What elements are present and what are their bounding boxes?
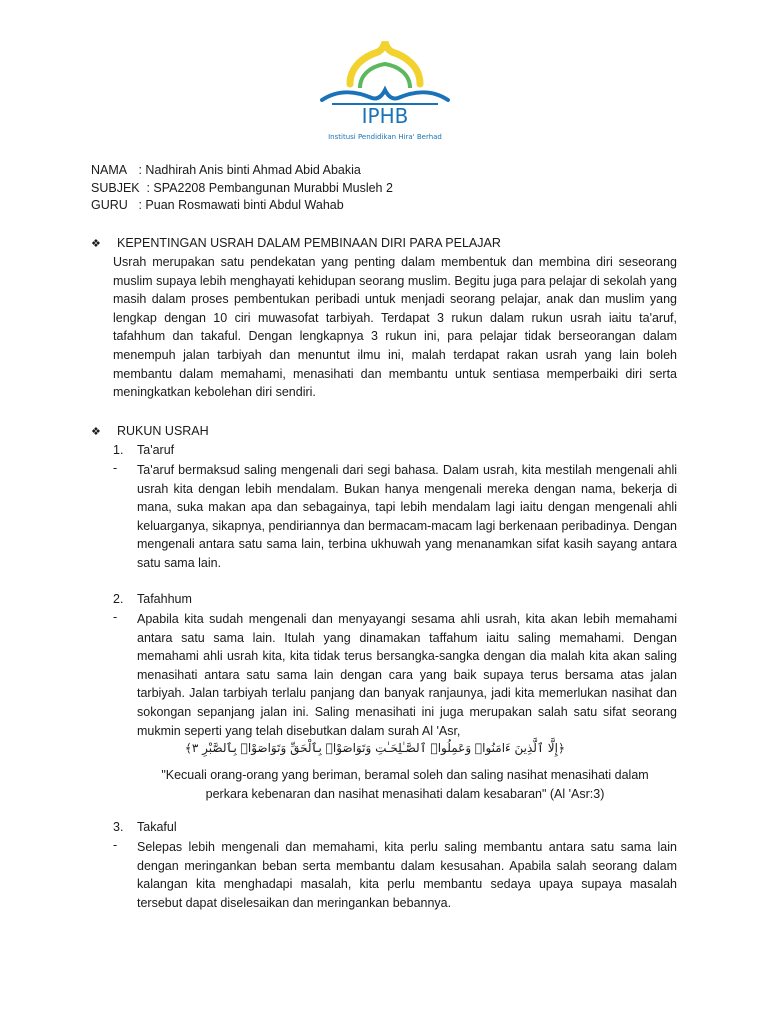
info-row-guru	[91, 197, 393, 215]
kepentingan-paragraph: Usrah merupakan satu pendekatan yang penting dalam membentuk dan membina diri seseorang muslim supaya lebih menghayati kehidupan seorang muslim. Begitu juga para pelajar di sekolah yang masih dalam proses pembentukan peribadi untuk menjadi seorang pelajar, anak dan muslim yang lengkap dengan 10 ciri muwasofat tarbiyah. Terdapat 3 rukun dalam rukun usrah iaitu ta'aruf, tafahhum dan takaful. Dengan lengkapnya 3 rukun ini, para pelajar tidak berseorangan dalam menempuh jalan tarbiyah dan menuntut ilmu ini, malah terdapat rakan usrah yang lain boleh membantu dalam memahami, menasihati dan membantu untuk sentiasa memperbaiki diri serta meningkatkan kebolehan diri sendiri.	[113, 255, 677, 400]
logo-subtitle: Institusi Pendidikan Hira' Berhad	[328, 133, 442, 141]
item-number: 3.	[113, 820, 124, 834]
section-heading-kepentingan	[91, 236, 501, 250]
heading-text: KEPENTINGAN USRAH DALAM PEMBINAAN DIRI PARA PELAJAR	[117, 236, 501, 250]
logo-wordmark: IPHB	[361, 104, 409, 128]
rukun-item-title	[113, 592, 192, 606]
subjek-label: SUBJEK	[91, 180, 140, 195]
item-number: 2.	[113, 592, 124, 606]
nama-label: NAMA	[91, 163, 128, 177]
subjek-value: : SPA2208 Pembangunan Murabbi Musleh 2	[146, 180, 393, 195]
rukun-item-body: Selepas lebih mengenali dan memahami, kita perlu saling membantu antara satu sama lain dengan meringankan beban serta membantu dalam kesusahan. Apabila salah seorang dalam kalangan kita menghadapi masalah, kita perlu membantu sedaya upaya supaya masalah tersebut dapat diselesaikan dan meringankan bebannya.	[137, 840, 677, 910]
rukun-item-title	[113, 820, 177, 834]
item-title: Tafahhum	[137, 592, 192, 606]
info-row-subjek	[91, 180, 393, 198]
nama-value: : Nadhirah Anis binti Ahmad Abid Abakia	[138, 163, 361, 177]
diamond-bullet-icon: ❖	[91, 426, 101, 438]
iphb-logo	[310, 38, 460, 150]
item-number: 1.	[113, 443, 124, 457]
item-title: Takaful	[137, 820, 177, 834]
heading-text: RUKUN USRAH	[117, 424, 209, 438]
student-info	[91, 162, 393, 215]
guru-value: : Puan Rosmawati binti Abdul Wahab	[138, 198, 344, 212]
info-row-nama	[91, 162, 393, 180]
rukun-item-body: Ta'aruf bermaksud saling mengenali dari segi bahasa. Dalam usrah, kita mestilah mengenali ahli usrah kita dengan lebih mendalam. Bukan hanya mengenali mereka dengan nama, bekerja di mana, suka makan apa dan sebagainya, tapi lebih mendalam lagi iaitu dengan mengenali ahli keluarganya, sikapnya, pendiriannya dan bermacam-macam lagi berkenaan peribadinya. Dengan mengenali antara satu sama lain, terbina ukhuwah yang menanamkan sifat kasih sayang antara satu sama lain.	[137, 463, 677, 570]
guru-label: GURU	[91, 198, 128, 212]
diamond-bullet-icon: ❖	[91, 238, 101, 250]
rukun-item-body: Apabila kita sudah mengenali dan menyayangi sesama ahli usrah, kita akan lebih memahami antara satu sama lain. Itulah yang dinamakan taffahum iaitu saling memahami. Dengan memahami ahli usrah kita, kita tidak terus bersangka-sangka dengan dia malah kita akan saling menasihati antara satu sama lain dengan cara yang baik supaya terus bersama atas jalan tarbiyah. Jalan tarbiyah terlalu panjang dan banyak ranjaunya, jadi kita memerlukan nasihat dan sokongan sepanjang jalan ini. Saling menasihati ini juga merupakan salah satu sifat seorang mukmin seperti yang telah disebutkan dalam surah Al 'Asr,	[137, 612, 677, 738]
quran-verse-arabic: ﴿إِلَّا ٱلَّذِينَ ءَامَنُوا۟ وَعَمِلُوا۟ ٱلصَّـٰلِحَـٰتِ وَتَوَاصَوْا۟ بِٱلْحَقِّ وَتَوَاصَوْا۟ بِٱلصَّبْرِ ٣﴾	[184, 741, 565, 755]
item-title: Ta'aruf	[137, 443, 175, 457]
section-heading-rukun	[91, 424, 209, 438]
dash-bullet: -	[113, 461, 118, 475]
rukun-item-title	[113, 443, 174, 457]
verse-translation-quote: "Kecuali orang-orang yang beriman, beramal soleh dan saling nasihat menasihati dalam perkara kebenaran dan nasihat menasihati dalam kesabaran" (Al 'Asr:3)	[161, 768, 649, 801]
dash-bullet: -	[113, 838, 118, 852]
dash-bullet: -	[113, 610, 118, 624]
logo-emblem-icon	[310, 38, 460, 108]
